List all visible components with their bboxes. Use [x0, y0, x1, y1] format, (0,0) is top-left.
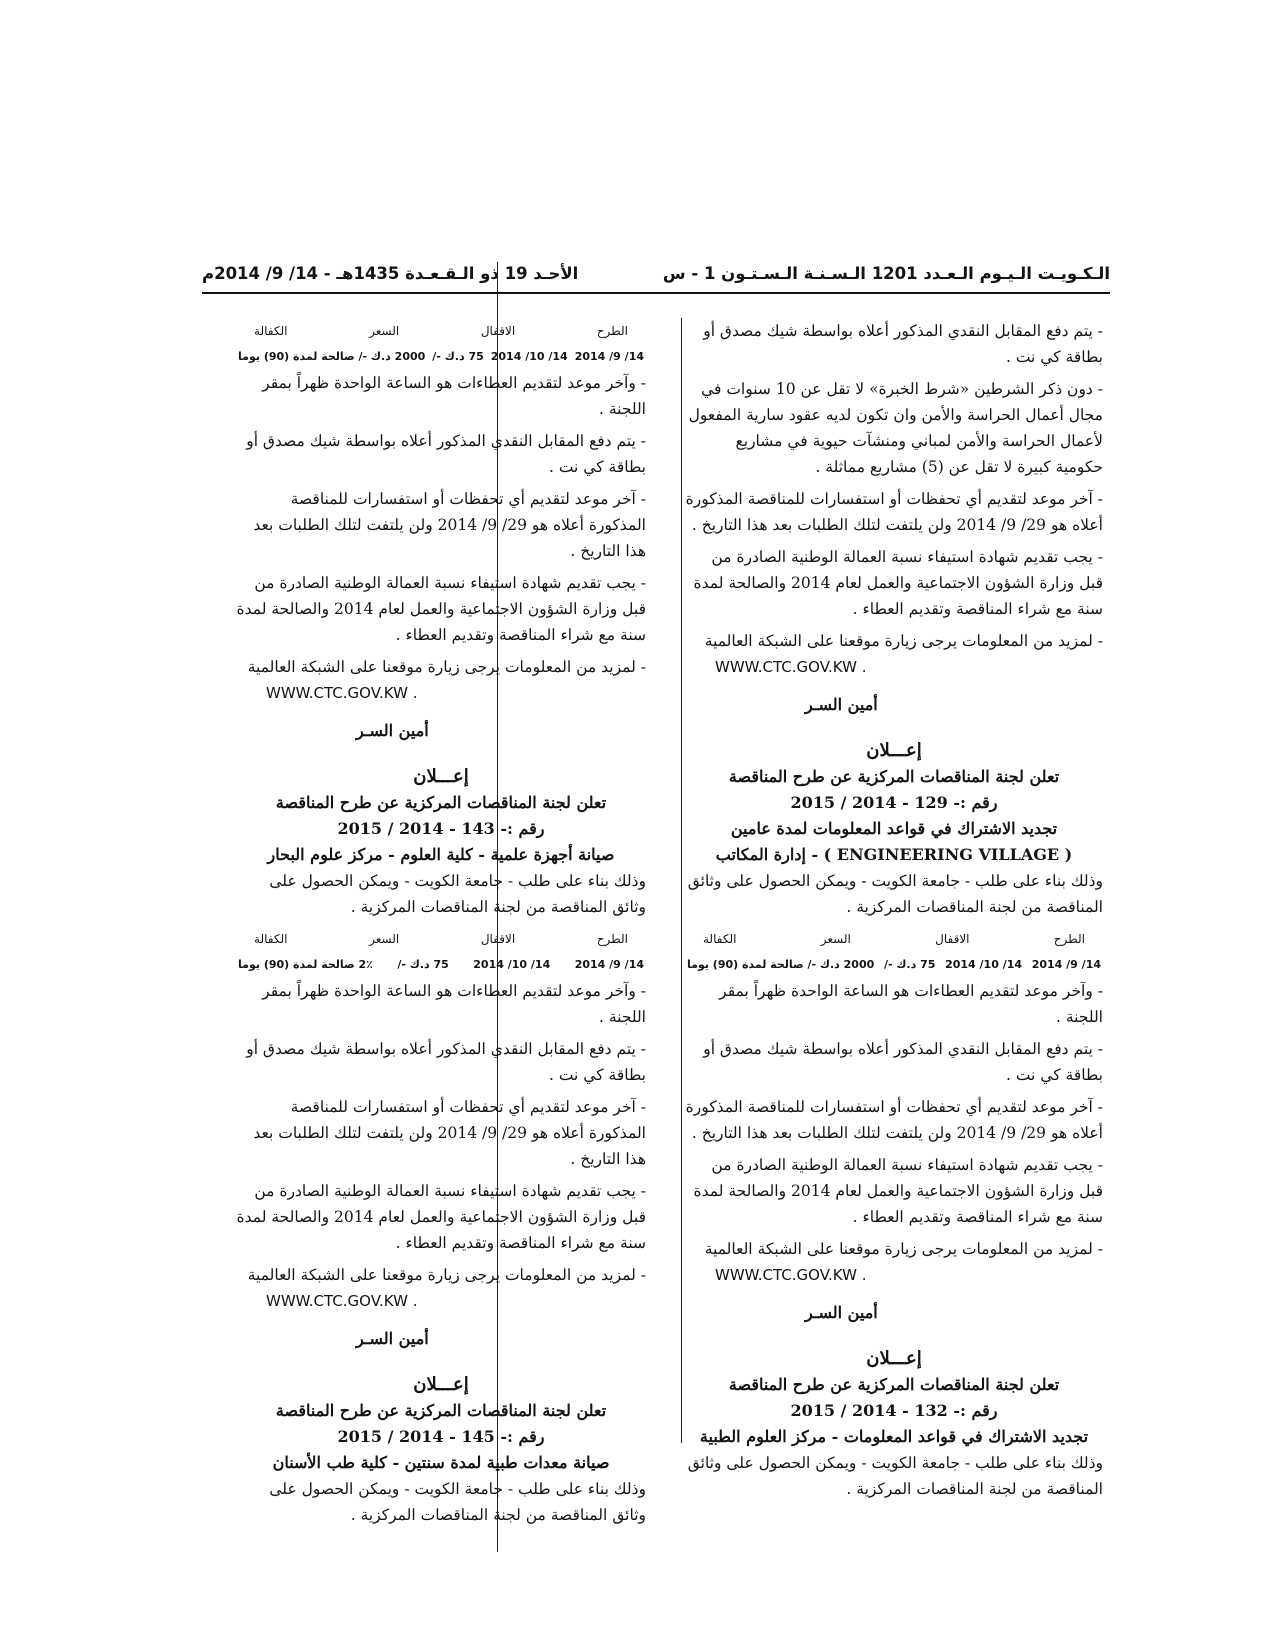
paragraph: - يتم دفع المقابل النقدي المذكور أعلاه بواسطة شيك مصدق أو بطاقة كي نت .	[246, 432, 646, 476]
tender-number: رقم :- 132 - 2014 / 2015	[790, 1401, 998, 1420]
tender-project: تجديد الاشتراك في قواعد المعلومات - مركز العلوم الطبية	[699, 1427, 1089, 1446]
tender-table-header	[236, 926, 646, 952]
col-closing: الاقفال	[935, 932, 970, 946]
paragraph: - يتم دفع المقابل النقدي المذكور أعلاه بواسطة شيك مصدق أو بطاقة كي نت .	[703, 322, 1103, 366]
website-url: WWW.CTC.GOV.KW .	[715, 658, 867, 676]
signature-secretary: أمين السـر	[805, 1303, 878, 1322]
col-price: السعر	[820, 932, 851, 946]
signature-secretary: أمين السـر	[805, 695, 878, 714]
paragraph: - يجب تقديم شهادة استيفاء نسبة العمالة الوطنية الصادرة من قبل وزارة الشؤون الاجتماعية والعمل لعام 2014 والصالحة لمدة سنة مع شراء المناقصة وتقديم العطاء .	[693, 548, 1103, 618]
announcement-subheading: تعلن لجنة المناقصات المركزية عن طرح المناقصة	[275, 1401, 607, 1420]
cell-price: 75 د.ك -/	[883, 958, 936, 971]
tender-project: صيانة معدات طبية لمدة سنتين - كلية طب الأسنان	[272, 1453, 610, 1472]
announcement-subheading: تعلن لجنة المناقصات المركزية عن طرح المناقصة	[275, 793, 607, 812]
paragraph: - وآخر موعد لتقديم العطاءات هو الساعة الواحدة ظهراً بمقر اللجنة .	[719, 982, 1103, 1026]
col-guarantee: الكفالة	[254, 932, 288, 946]
paragraph: - يجب تقديم شهادة استيفاء نسبة العمالة الوطنية الصادرة من قبل وزارة الشؤون الاجتماعية والعمل لعام 2014 والصالحة لمدة سنة مع شراء المناقصة وتقديم العطاء .	[236, 1182, 646, 1252]
paragraph: - دون ذكر الشرطين «شرط الخبرة» لا تقل عن 10 سنوات في مجال أعمال الحراسة والأمن وان تكون لديه عقود سارية المفعول لأعمال الحراسة والأمن لمباني ومنشآت حيوية في مشاريع حكومية كبيرة لا تقل عن (5) مشاريع مماثلة .	[688, 380, 1103, 476]
col-release: الطرح	[1053, 932, 1085, 946]
paragraph: - يجب تقديم شهادة استيفاء نسبة العمالة الوطنية الصادرة من قبل وزارة الشؤون الاجتماعية والعمل لعام 2014 والصالحة لمدة سنة مع شراء المناقصة وتقديم العطاء .	[236, 574, 646, 644]
paragraph: - وآخر موعد لتقديم العطاءات هو الساعة الواحدة ظهراً بمقر اللجنة .	[262, 982, 646, 1026]
paragraph: - آخر موعد لتقديم أي تحفظات أو استفسارات للمناقصة المذكورة أعلاه هو 29/ 9/ 2014 ولن يلتفت لتلك الطلبات بعد هذا التاريخ .	[685, 490, 1103, 534]
cell-guarantee: 2٪ صالحة لمدة (90) يوما	[238, 958, 373, 971]
paragraph: وذلك بناء على طلب - جامعة الكويت - ويمكن الحصول على وثائق المناقصة من لجنة المناقصات المركزية .	[269, 872, 646, 916]
header-date: الأحـد 19 ذو الـقـعـدة 1435هـ - 14/ 9/ 2014م	[202, 264, 579, 283]
announcement-heading: إعـــلان	[866, 740, 922, 761]
tender-table-row	[236, 952, 646, 978]
cell-price: 75 د.ك -/	[432, 350, 484, 363]
paragraph: - لمزيد من المعلومات يرجى زيارة موقعنا على الشبكة العالمية	[247, 1266, 646, 1284]
tender-project-line2: ( ENGINEERING VILLAGE ) - إدارة المكاتب	[715, 845, 1073, 864]
page-header	[202, 262, 1110, 290]
cell-release: 14/ 9/ 2014	[574, 958, 644, 971]
header-rule	[202, 292, 1110, 294]
tender-table-header	[685, 926, 1103, 952]
column-divider	[681, 318, 682, 1443]
paragraph: وذلك بناء على طلب - جامعة الكويت - ويمكن الحصول على وثائق المناقصة من لجنة المناقصات المركزية .	[687, 1454, 1103, 1498]
col-release: الطرح	[596, 932, 628, 946]
announcement-subheading: تعلن لجنة المناقصات المركزية عن طرح المناقصة	[728, 1375, 1060, 1394]
signature-secretary: أمين السـر	[356, 721, 429, 740]
col-closing: الاقفال	[480, 324, 516, 338]
cell-guarantee: 2000 د.ك -/ صالحة لمدة (90) يوما	[238, 350, 426, 363]
announcement-heading: إعـــلان	[866, 1348, 922, 1369]
paragraph: - يجب تقديم شهادة استيفاء نسبة العمالة الوطنية الصادرة من قبل وزارة الشؤون الاجتماعية والعمل لعام 2014 والصالحة لمدة سنة مع شراء المناقصة وتقديم العطاء .	[693, 1156, 1103, 1226]
tender-table-row	[236, 344, 646, 370]
tender-project: صيانة أجهزة علمية - كلية العلوم - مركز علوم البحار	[267, 845, 615, 864]
paragraph: - آخر موعد لتقديم أي تحفظات أو استفسارات للمناقصة المذكورة أعلاه هو 29/ 9/ 2014 ولن يلتفت لتلك الطلبات بعد هذا التاريخ .	[685, 1098, 1103, 1142]
cell-release: 14/ 9/ 2014	[1031, 958, 1101, 971]
tender-number: رقم :- 143 - 2014 / 2015	[337, 819, 545, 838]
header-issue: الـكـويـت الـيـوم الـعـدد 1201 الـسـنـة الـسـتـون 1 - س	[662, 264, 1110, 283]
cell-guarantee: 2000 د.ك -/ صالحة لمدة (90) يوما	[687, 958, 875, 971]
paragraph: - لمزيد من المعلومات يرجى زيارة موقعنا على الشبكة العالمية	[704, 1240, 1103, 1258]
paragraph: - وآخر موعد لتقديم العطاءات هو الساعة الواحدة ظهراً بمقر اللجنة .	[262, 374, 646, 418]
paragraph: - لمزيد من المعلومات يرجى زيارة موقعنا على الشبكة العالمية	[247, 658, 646, 676]
col-price: السعر	[369, 932, 400, 946]
tender-number: رقم :- 129 - 2014 / 2015	[790, 793, 998, 812]
col-guarantee: الكفالة	[254, 324, 288, 338]
cell-price: 75 د.ك -/	[397, 958, 449, 971]
paragraph: - يتم دفع المقابل النقدي المذكور أعلاه بواسطة شيك مصدق أو بطاقة كي نت .	[703, 1040, 1103, 1084]
paragraph: - آخر موعد لتقديم أي تحفظات أو استفسارات للمناقصة المذكورة أعلاه هو 29/ 9/ 2014 ولن يلتفت لتلك الطلبات بعد هذا التاريخ .	[253, 1098, 646, 1168]
left-column	[236, 318, 646, 1534]
signature-secretary: أمين السـر	[356, 1329, 429, 1348]
website-url: WWW.CTC.GOV.KW .	[266, 684, 418, 702]
tender-table-header	[236, 318, 646, 344]
col-guarantee: الكفالة	[703, 932, 737, 946]
tender-project: تجديد الاشتراك في قواعد المعلومات لمدة عامين	[730, 819, 1058, 838]
announcement-heading: إعـــلان	[413, 1374, 469, 1395]
paragraph: - يتم دفع المقابل النقدي المذكور أعلاه بواسطة شيك مصدق أو بطاقة كي نت .	[246, 1040, 646, 1084]
right-column	[685, 318, 1103, 1508]
col-closing: الاقفال	[480, 932, 516, 946]
website-url: WWW.CTC.GOV.KW .	[266, 1292, 418, 1310]
cell-closing: 14/ 10/ 2014	[490, 350, 568, 363]
col-price: السعر	[369, 324, 400, 338]
cell-closing: 14/ 10/ 2014	[473, 958, 551, 971]
paragraph: - آخر موعد لتقديم أي تحفظات أو استفسارات للمناقصة المذكورة أعلاه هو 29/ 9/ 2014 ولن يلتفت لتلك الطلبات بعد هذا التاريخ .	[253, 490, 646, 560]
announcement-subheading: تعلن لجنة المناقصات المركزية عن طرح المناقصة	[728, 767, 1060, 786]
paragraph: وذلك بناء على طلب - جامعة الكويت - ويمكن الحصول على وثائق المناقصة من لجنة المناقصات المركزية .	[269, 1480, 646, 1524]
paragraph: وذلك بناء على طلب - جامعة الكويت - ويمكن الحصول على وثائق المناقصة من لجنة المناقصات المركزية .	[687, 872, 1103, 916]
tender-table-row	[685, 952, 1103, 978]
col-release: الطرح	[596, 324, 628, 338]
cell-closing: 14/ 10/ 2014	[945, 958, 1023, 971]
announcement-heading: إعـــلان	[413, 766, 469, 787]
website-url: WWW.CTC.GOV.KW .	[715, 1266, 867, 1284]
paragraph: - لمزيد من المعلومات يرجى زيارة موقعنا على الشبكة العالمية	[704, 632, 1103, 650]
tender-number: رقم :- 145 - 2014 / 2015	[337, 1427, 545, 1446]
cell-release: 14/ 9/ 2014	[574, 350, 644, 363]
